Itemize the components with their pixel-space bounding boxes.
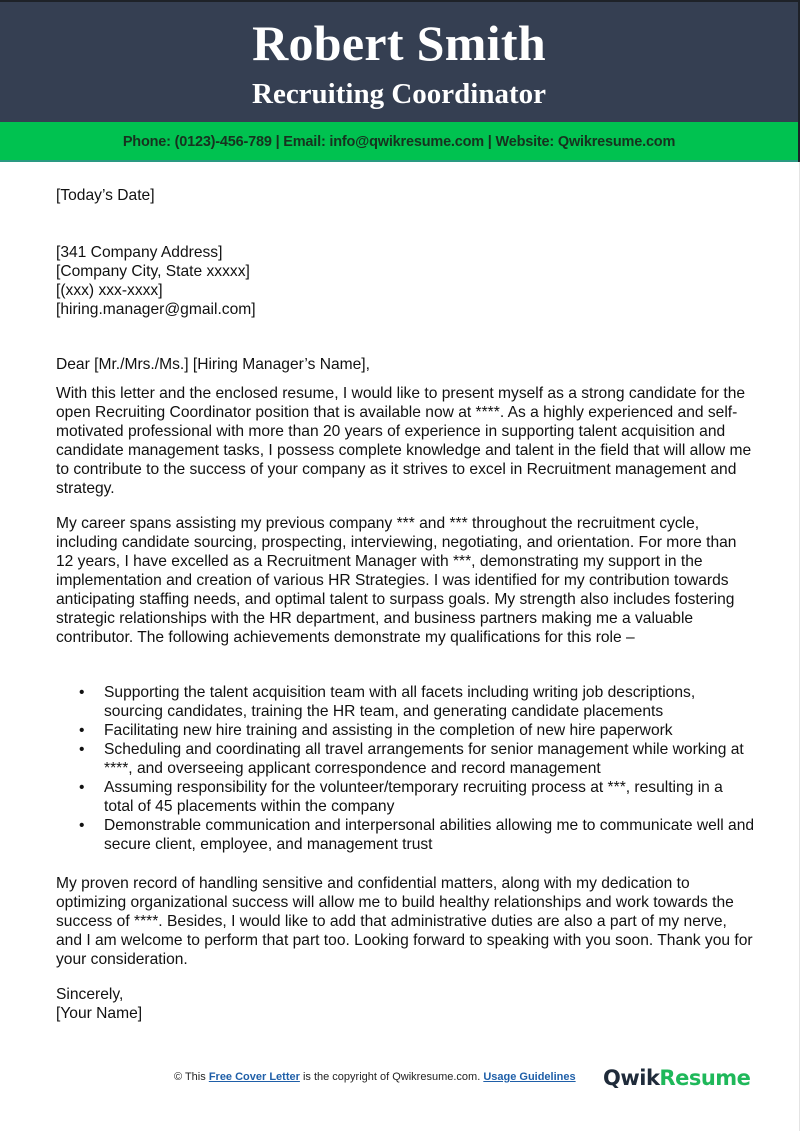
list-item xyxy=(56,721,756,740)
recipient-address xyxy=(56,243,256,319)
list-item xyxy=(56,740,756,778)
address-line-street: [341 Company Address] xyxy=(56,244,223,261)
achievement-text: Facilitating new hire training and assisting in the completion of new hire paperwork xyxy=(104,722,673,739)
usage-guidelines-link[interactable]: Usage Guidelines xyxy=(483,1071,576,1083)
logo-part-qwik: Qwik xyxy=(603,1066,660,1090)
achievement-text: Supporting the talent acquisition team with all facets including writing job descriptions, sourcing candidates, training the HR team, and generating candidate placements xyxy=(104,684,696,720)
qwikresume-logo[interactable] xyxy=(603,1066,750,1090)
bullet-icon: • xyxy=(79,741,85,758)
achievements-list xyxy=(56,683,756,854)
list-item xyxy=(56,683,756,721)
list-item xyxy=(56,816,756,854)
free-cover-letter-link[interactable]: Free Cover Letter xyxy=(208,1071,300,1083)
bullet-icon: • xyxy=(79,684,85,701)
address-line-city: [Company City, State xxxxx] xyxy=(56,263,250,280)
address-line-phone: [(xxx) xxx-xxxx] xyxy=(56,282,163,299)
achievement-text: Demonstrable communication and interpersonal abilities allowing me to communicate well and secure client, employee, and management trust xyxy=(104,817,755,853)
sign-off: Sincerely, xyxy=(56,986,124,1003)
contact-info: Phone: (0123)-456-789 | Email: info@qwikresume.com | Website: Qwikresume.com xyxy=(122,134,676,150)
bullet-icon: • xyxy=(79,722,85,739)
contact-bar xyxy=(0,122,798,162)
letter-date: [Today’s Date] xyxy=(56,187,155,204)
address-line-email: [hiring.manager@gmail.com] xyxy=(56,301,256,318)
bullet-icon: • xyxy=(79,817,85,834)
copyright-notice xyxy=(174,1070,576,1084)
letter-greeting: Dear [Mr./Mrs./Ms.] [Hiring Manager’s Name], xyxy=(56,356,370,373)
bullet-icon: • xyxy=(79,779,85,796)
page-footer xyxy=(0,1066,800,1090)
achievement-text: Scheduling and coordinating all travel arrangements for senior management while working at ****, and overseeing applicant correspondence and record management xyxy=(104,741,744,777)
intro-paragraph: With this letter and the enclosed resume, I would like to present myself as a strong candidate for the open Recruiting Coordinator position that is available now at ****. As a highly experienced and self-motivated professional with more than 20 years of experience in supporting talent acquisition and candidate management tasks, I possess complete knowledge and talent in the field that will allow me to contribute to the success of your company as it strives to excel in Recruitment management and strategy. xyxy=(56,385,752,497)
resume-header xyxy=(0,2,798,122)
applicant-job-title: Recruiting Coordinator xyxy=(252,78,546,110)
copyright-prefix: © This xyxy=(174,1071,209,1083)
copyright-middle: is the copyright of Qwikresume.com. xyxy=(299,1071,484,1083)
signature-name: [Your Name] xyxy=(56,1005,143,1022)
closing-paragraph: My proven record of handling sensitive and confidential matters, along with my dedication to optimizing organizational success will allow me to build healthy relationships and work towards the success of ****. Besides, I would like to add that administrative duties are also a part of my nerve, and I am welcome to perform that part too. Looking forward to speaking with you soon. Thank you for your consideration. xyxy=(56,875,753,968)
achievement-text: Assuming responsibility for the volunteer/temporary recruiting process at ***, resulting in a total of 45 placements within the company xyxy=(104,779,723,815)
applicant-name: Robert Smith xyxy=(252,15,546,71)
experience-paragraph: My career spans assisting my previous company *** and *** throughout the recruitment cycle, including candidate sourcing, prospecting, interviewing, negotiating, and orientation. For more than 12 years, I have excelled as a Recruitment Manager with ***, demonstrating my support in the implementation and creation of various HR Strategies. I was identified for my contribution towards anticipating staffing needs, and optimal talent to surpass goals. My strength also includes fostering strategic relationships with the HR department, and business partners making me a valuable contributor. The following achievements demonstrate my qualifications for this role – xyxy=(56,515,737,646)
signature-block xyxy=(56,985,142,1023)
list-item xyxy=(56,778,756,816)
logo-part-resume: Resume xyxy=(659,1066,751,1090)
